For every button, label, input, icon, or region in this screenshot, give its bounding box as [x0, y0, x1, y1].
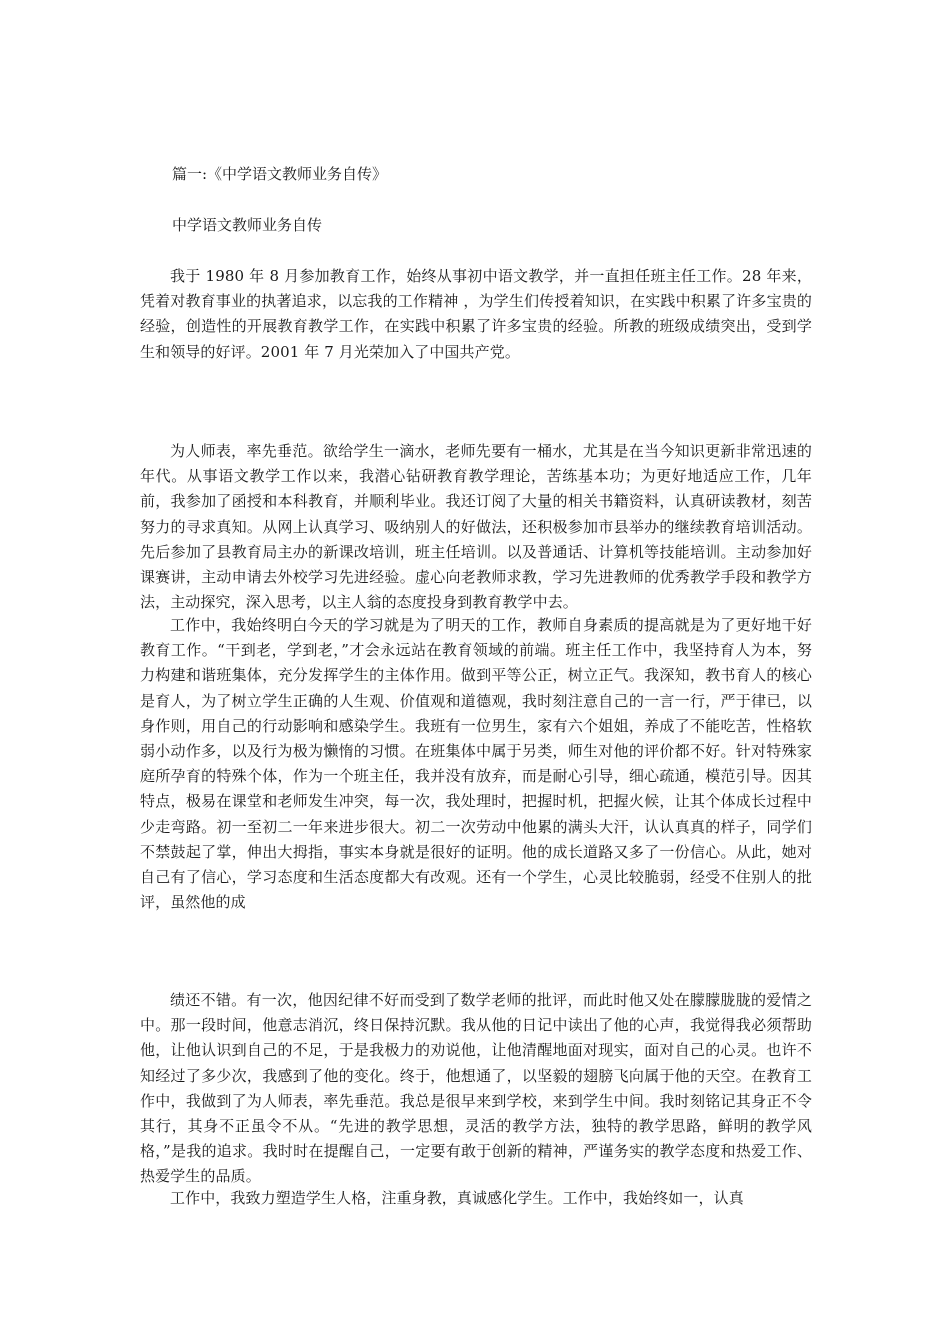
- paragraph: 为人师表，率先垂范。欲给学生一滴水，老师先要有一桶水，尤其是在当今知识更新非常迅速的年代。从事语文教学工作以来，我潜心钻研教育教学理论，苦练基本功；为更好地适应工作，几年前，我参加了函授和本科教育，并顺利毕业。我还订阅了大量的相关书籍资料，认真研读教材，刻苦努力的寻求真知。从网上认真学习、吸纳别人的好做法，还积极参加市县举办的继续教育培训活动。先后参加了县教育局主办的新课改培训，班主任培训。以及普通话、计算机等技能培训。主动参加好课赛讲，主动申请去外校学习先进经验。虚心向老教师求教，学习先进教师的优秀教学手段和教学方法，主动探究，深入思考，以主人翁的态度投身到教育教学中去。: [140, 442, 812, 612]
- document-subtitle: 中学语文教师业务自传: [172, 216, 323, 234]
- paragraph: 绩还不错。有一次，他因纪律不好而受到了数学老师的批评，而此时他又处在朦朦胧胧的爱情之中。那一段时间，他意志消沉，终日保持沉默。我从他的日记中读出了他的心声，我觉得我必须帮助他，让他认识到自己的不足，于是我极力的劝说他，让他清醒地面对现实，面对自己的心灵。也许不知经过了多少次，我感到了他的变化。终于，他想通了，以坚毅的翅膀飞向属于他的天空。在教育工作中，我做到了为人师表，率先垂范。我总是很早来到学校，来到学生中间。我时刻铭记其身正不令其行，其身不正虽令不从。“先进的教学思想，灵活的教学方法，独特的教学思路，鲜明的教学风格，”是我的追求。我时时在提醒自己，一定要有敢于创新的精神，严谨务实的教学态度和热爱工作、热爱学生的品质。: [140, 991, 812, 1186]
- paragraph: 工作中，我致力塑造学生人格，注重身教，真诚感化学生。工作中，我始终如一，认真: [170, 1189, 744, 1207]
- paragraph: 工作中，我始终明白今天的学习就是为了明天的工作，教师自身素质的提高就是为了更好地干好教育工作。“干到老，学到老，”才会永远站在教育领域的前端。班主任工作中，我坚持育人为本，努力构建和谐班集体，充分发挥学生的主体作用。做到平等公正，树立正气。我深知，教书育人的核心是育人，为了树立学生正确的人生观、价值观和道德观，我时刻注意自己的一言一行，严于律已，以身作则，用自己的行动影响和感染学生。我班有一位男生，家有六个姐姐，养成了不能吃苦，性格软弱小动作多，以及行为极为懒惰的习惯。在班集体中属于另类，师生对他的评价都不好。针对特殊家庭所孕育的特殊个体，作为一个班主任，我并没有放弃，而是耐心引导，细心疏通，模范引导。因其特点，极易在课堂和老师发生冲突，每一次，我处理时，把握时机，把握火候，让其个体成长过程中少走弯路。初一至初二一年来进步很大。初二一次劳动中他累的满头大汗，认认真真的样子，同学们不禁鼓起了掌，伸出大拇指，事实本身就是很好的证明。他的成长道路又多了一份信心。从此，她对自己有了信心，学习态度和生活态度都大有改观。还有一个学生，心灵比较脆弱，经受不住别人的批评，虽然他的成: [140, 616, 812, 912]
- paragraph: 我于 1980 年 8 月参加教育工作，始终从事初中语文教学，并一直担任班主任工作。28 年来，凭着对教育事业的执著追求，以忘我的工作精神 ，为学生们传授着知识，在实践中积累了许多宝贵的经验，创造性的开展教育教学工作，在实践中积累了许多宝贵的经验。所教的班级成绩突出，受到学生和领导的好评。2001 年 7 月光荣加入了中国共产党。: [140, 267, 812, 361]
- document-title: 篇一:《中学语文教师业务自传》: [172, 165, 388, 183]
